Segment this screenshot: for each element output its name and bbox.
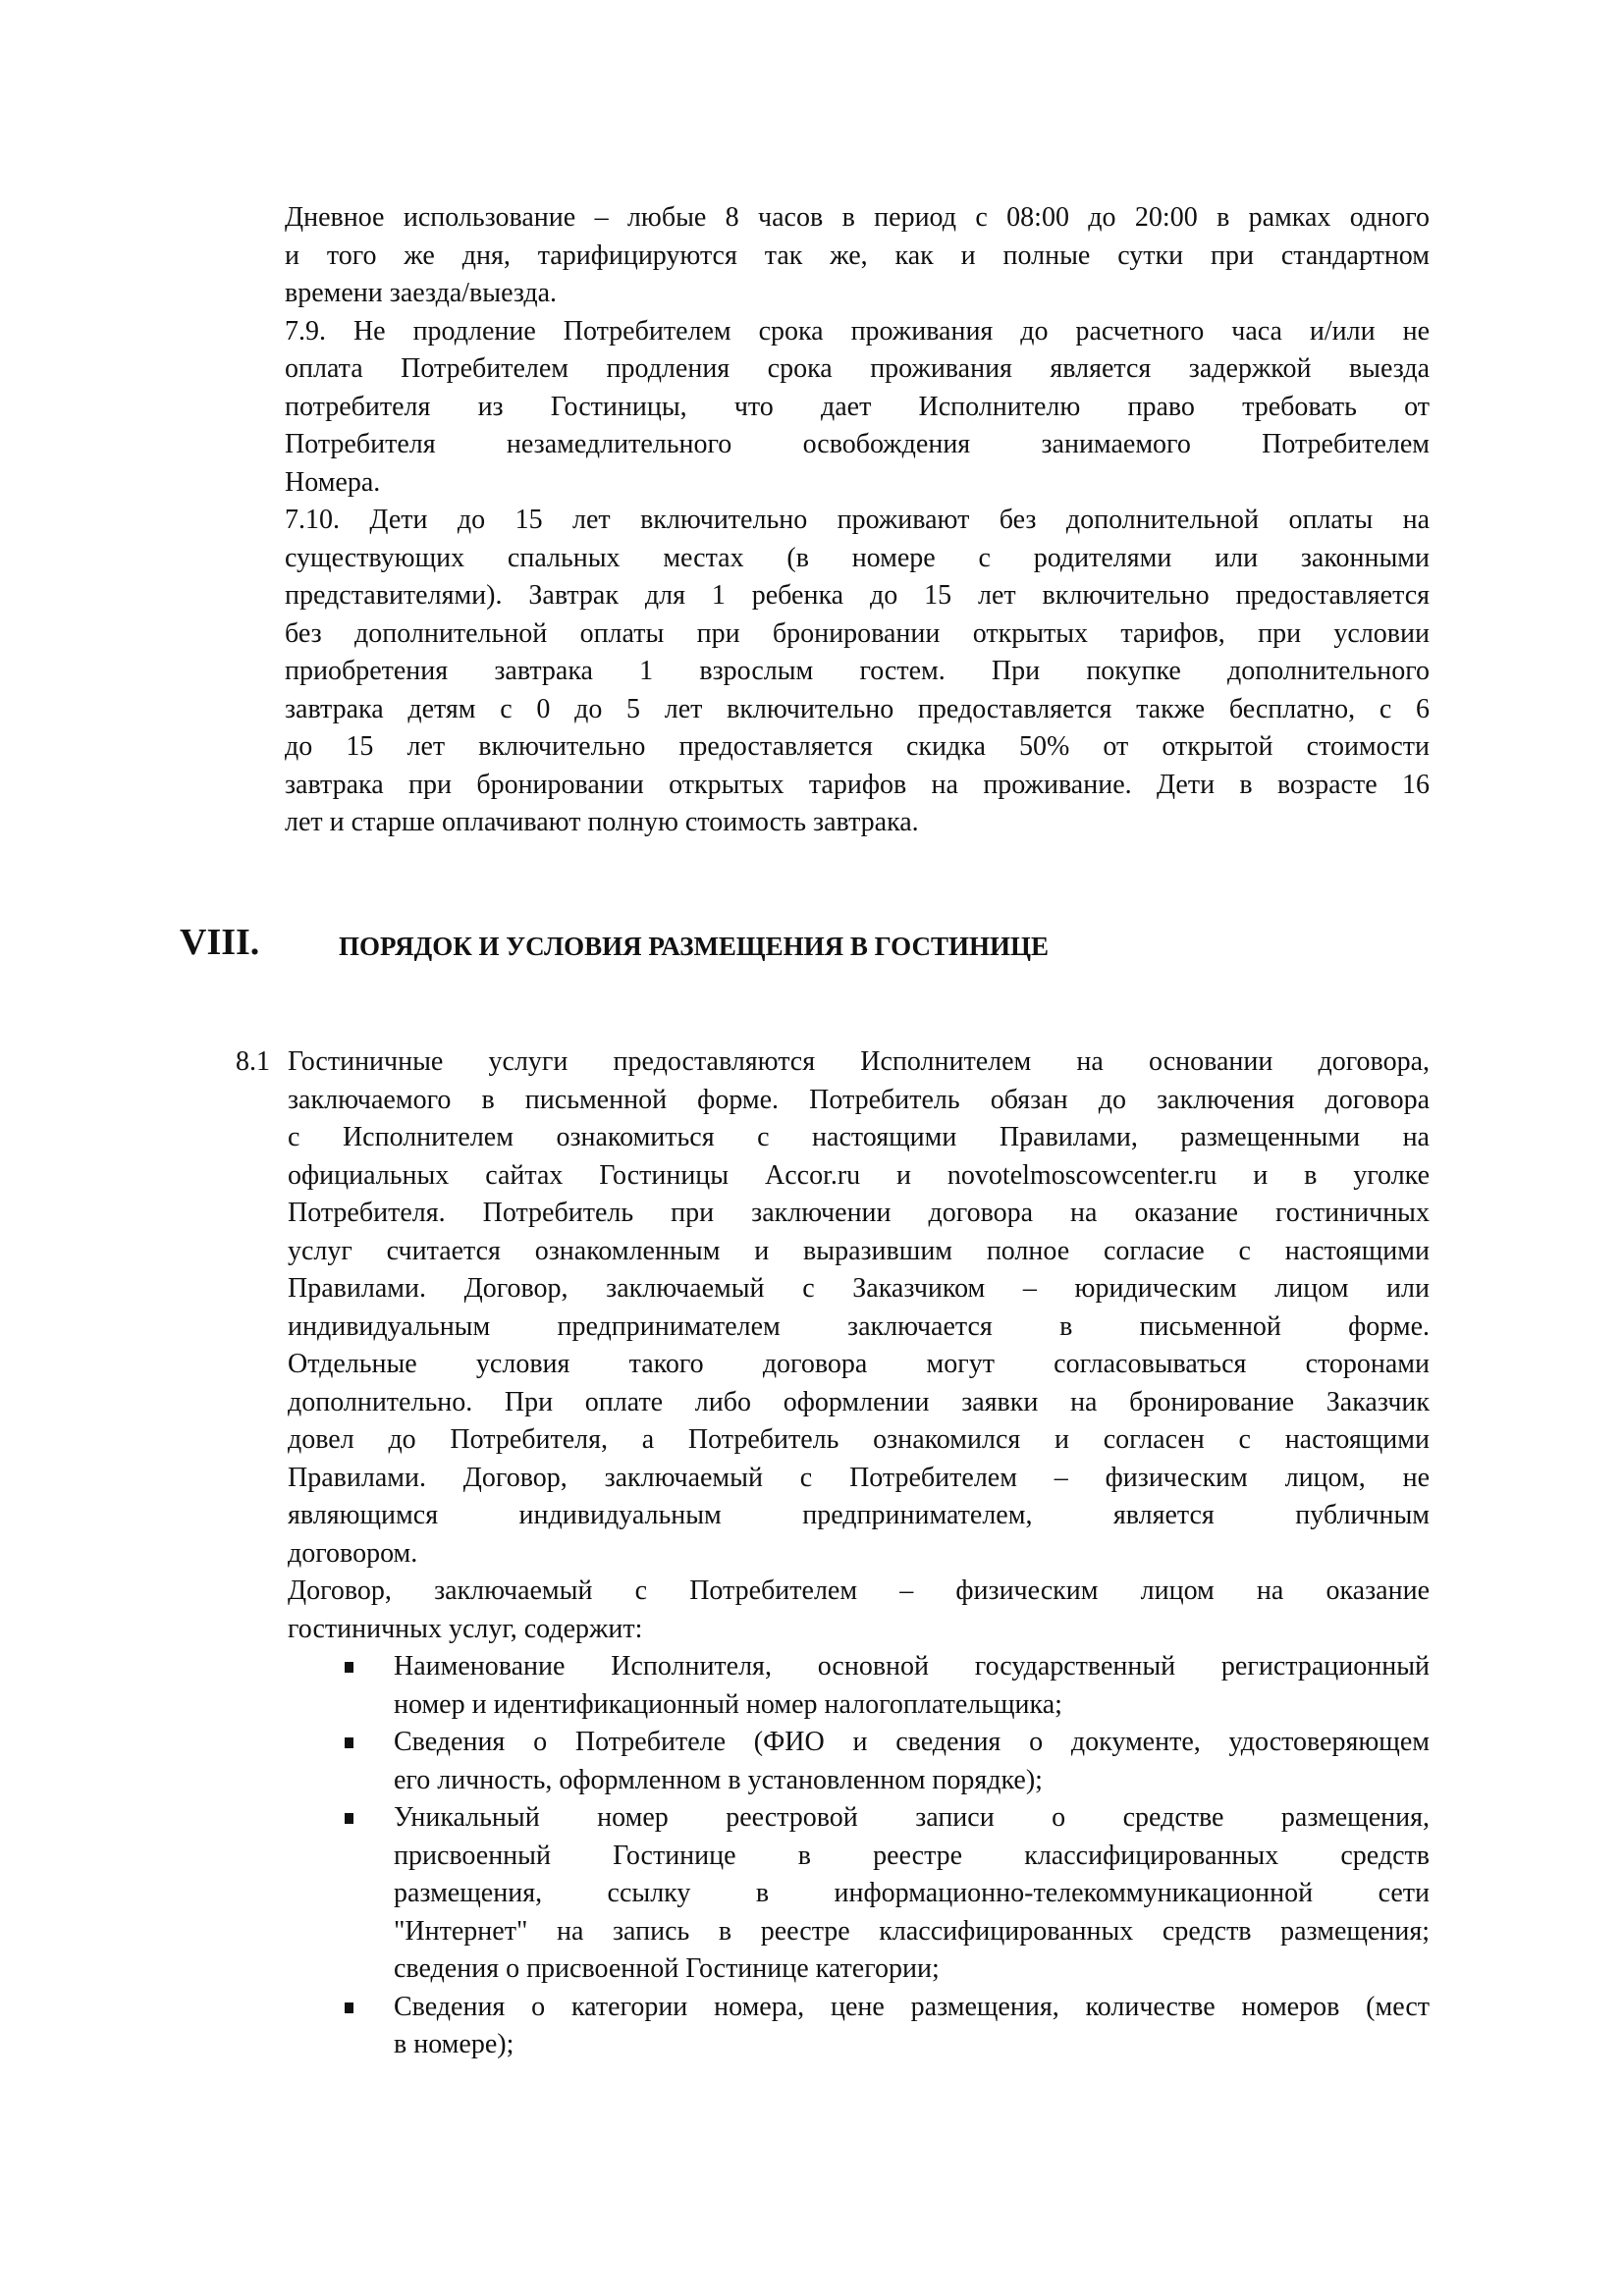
text-line: потребителя из Гостиницы, что дает Исполнителю право требовать от xyxy=(285,391,1430,422)
text-line: Потребителя незамедлительного освобождения занимаемого Потребителем xyxy=(285,429,1430,459)
section-title: ПОРЯДОК И УСЛОВИЯ РАЗМЕЩЕНИЯ В ГОСТИНИЦЕ xyxy=(339,932,1049,961)
text-line: дополнительно. При оплате либо оформлении заявки на бронирование Заказчик xyxy=(288,1386,1430,1417)
text-line: Гостиничные услуги предоставляются Исполнителем на основании договора, xyxy=(288,1046,1430,1077)
section-7-continuation xyxy=(285,199,1430,842)
text-line: лет и старше оплачивают полную стоимость завтрака. xyxy=(285,807,919,837)
text-line: Договор, заключаемый с Потребителем – физическим лицом на оказание xyxy=(288,1575,1430,1606)
text-line: времени заезда/выезда. xyxy=(285,278,558,308)
square-bullet-icon xyxy=(345,1813,353,1824)
text-line: завтрака детям с 0 до 5 лет включительно предоставляется также бесплатно, с 6 xyxy=(285,693,1430,724)
text-line: договором. xyxy=(288,1537,418,1569)
text-line: Наименование Исполнителя, основной государственный регистрационный xyxy=(394,1651,1430,1682)
text-line: Уникальный номер реестровой записи о средстве размещения, xyxy=(394,1802,1430,1833)
text-line: Правилами. Договор, заключаемый с Заказчиком – юридическим лицом или xyxy=(288,1273,1430,1304)
text-line: довел до Потребителя, а Потребитель ознакомился и согласен с настоящими xyxy=(288,1424,1430,1455)
list-item xyxy=(394,1648,1430,1724)
text-line: являющимся индивидуальным предпринимателем, является публичным xyxy=(288,1500,1430,1530)
text-line: Правилами. Договор, заключаемый с Потребителем – физическим лицом, не xyxy=(288,1462,1430,1493)
list-item xyxy=(394,1799,1430,1989)
text-line: 7.9. Не продление Потребителем срока проживания до расчетного часа и/или не xyxy=(285,315,1430,347)
text-line: размещения, ссылку в информационно-телекоммуникационной сети xyxy=(394,1878,1430,1908)
text-line: "Интернет" на запись в реестре классифицированных средств размещения; xyxy=(394,1915,1430,1947)
text-line: сведения о присвоенной Гостинице категории; xyxy=(394,1953,940,1984)
text-line: услуг считается ознакомленным и выразившим полное согласие с настоящими xyxy=(288,1235,1430,1266)
paragraph xyxy=(285,502,1430,842)
square-bullet-icon xyxy=(345,1662,353,1673)
text-line: существующих спальных местах (в номере с родителями или законными xyxy=(285,542,1430,573)
list-item xyxy=(394,1989,1430,2064)
section-number: VIII. xyxy=(180,922,260,963)
section-8-body xyxy=(236,1043,1430,2064)
text-line: Сведения о Потребителе (ФИО и сведения о документе, удостоверяющем xyxy=(394,1727,1430,1757)
clause-number: 8.1 xyxy=(236,1046,270,1077)
text-line: оплата Потребителем продления срока проживания является задержкой выезда xyxy=(285,353,1430,384)
text-line: завтрака при бронировании открытых тарифов на проживание. Дети в возрасте 16 xyxy=(285,769,1430,800)
text-line: с Исполнителем ознакомиться с настоящими Правилами, размещенными на xyxy=(288,1122,1430,1152)
text-line: официальных сайтах Гостиницы Accor.ru и novotelmoscowcenter.ru и в уголке xyxy=(288,1159,1430,1191)
contract-contents-list xyxy=(236,1648,1430,2064)
text-line: присвоенный Гостинице в реестре классифицированных средств xyxy=(394,1840,1430,1871)
text-line: до 15 лет включительно предоставляется скидка 50% от открытой стоимости xyxy=(285,731,1430,762)
text-line: в номере); xyxy=(394,2029,514,2059)
text-line: гостиничных услуг, содержит: xyxy=(288,1613,643,1644)
paragraph xyxy=(285,313,1430,503)
text-line: Дневное использование – любые 8 часов в период с 08:00 до 20:00 в рамках одного xyxy=(285,202,1430,233)
list-item xyxy=(394,1724,1430,1799)
text-line: представителями). Завтрак для 1 ребенка до 15 лет включительно предоставляется xyxy=(285,580,1430,611)
square-bullet-icon xyxy=(345,2002,353,2013)
text-line: Номера. xyxy=(285,466,381,498)
clause-8-1 xyxy=(236,1043,1430,1573)
contract-contents-intro xyxy=(236,1573,1430,1648)
text-line: заключаемого в письменной форме. Потребитель обязан до заключения договора xyxy=(288,1084,1430,1115)
text-line: без дополнительной оплаты при бронировании открытых тарифов, при условии xyxy=(285,617,1430,649)
section-heading xyxy=(180,918,1456,967)
paragraph xyxy=(285,199,1430,313)
square-bullet-icon xyxy=(345,1737,353,1748)
text-line: Отдельные условия такого договора могут согласовываться сторонами xyxy=(288,1349,1430,1379)
text-line: и того же дня, тарифицируются так же, как и полные сутки при стандартном xyxy=(285,240,1430,271)
text-line: номер и идентификационный номер налогоплательщика; xyxy=(394,1688,1062,1720)
text-line: приобретения завтрака 1 взрослым гостем. При покупке дополнительного xyxy=(285,656,1430,686)
text-line: индивидуальным предпринимателем заключается в письменной форме. xyxy=(288,1310,1430,1342)
text-line: Потребителя. Потребитель при заключении договора на оказание гостиничных xyxy=(288,1198,1430,1228)
text-line: Сведения о категории номера, цене размещения, количестве номеров (мест xyxy=(394,1991,1430,2022)
text-line: 7.10. Дети до 15 лет включительно проживают без дополнительной оплаты на xyxy=(285,505,1430,535)
text-line: его личность, оформленном в установленном порядке); xyxy=(394,1764,1043,1795)
